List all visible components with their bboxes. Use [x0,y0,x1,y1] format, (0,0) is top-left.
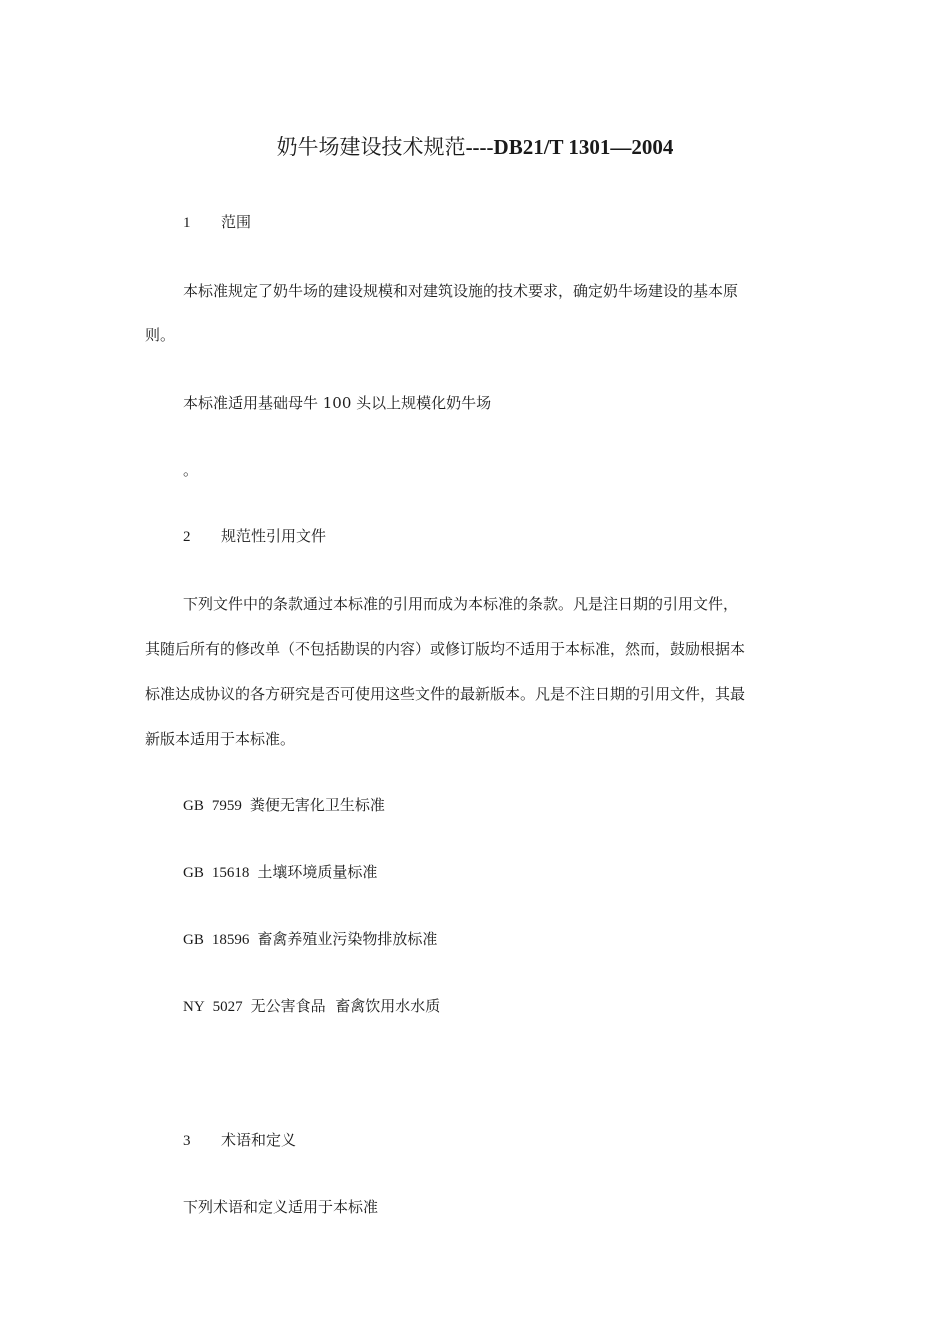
section-1-number: 1 [183,215,191,231]
section-3-number: 3 [183,1133,191,1149]
section-1-paragraph-2: 本标准适用基础母牛 100 头以上规模化奶牛场 [183,394,492,412]
reference-item: NY 5027 无公害食品 畜禽饮用水水质 [183,997,441,1015]
section-2-heading [183,526,326,547]
section-1-paragraph-3: 。 [183,461,199,479]
section-2-paragraph-line-1: 下列文件中的条款通过本标准的引用而成为本标准的条款。凡是注日期的引用文件， [183,595,739,613]
reference-item: GB 7959 粪便无害化卫生标准 [183,796,385,814]
section-1-paragraph-1-line-2: 则。 [145,326,176,344]
section-1-paragraph-1-line-1: 本标准规定了奶牛场的建设规模和对建筑设施的技术要求，确定奶牛场建设的基本原 [183,282,739,300]
section-1-title: 范围 [221,213,252,231]
section-2-number: 2 [183,529,191,545]
document-title [0,131,950,163]
section-2-title: 规范性引用文件 [221,527,327,545]
section-1-heading [183,212,251,233]
section-2-paragraph-line-3: 标准达成协议的各方研究是否可使用这些文件的最新版本。凡是不注日期的引用文件，其最 [145,685,746,703]
section-3-heading [183,1130,296,1151]
reference-item: GB 15618 土壤环境质量标准 [183,863,378,881]
section-3-title: 术语和定义 [221,1131,297,1149]
section-2-paragraph-line-2: 其随后所有的修改单（不包括勘误的内容）或修订版均不适用于本标准，然而，鼓励根据本 [145,640,746,658]
section-3-paragraph-1: 下列术语和定义适用于本标准 [183,1198,379,1216]
section-2-paragraph-line-4: 新版本适用于本标准。 [145,730,296,748]
reference-item: GB 18596 畜禽养殖业污染物排放标准 [183,930,438,948]
title-standard-code: ----DB21/T 1301—2004 [465,135,674,159]
title-chinese: 奶牛场建设技术规范 [276,135,466,159]
